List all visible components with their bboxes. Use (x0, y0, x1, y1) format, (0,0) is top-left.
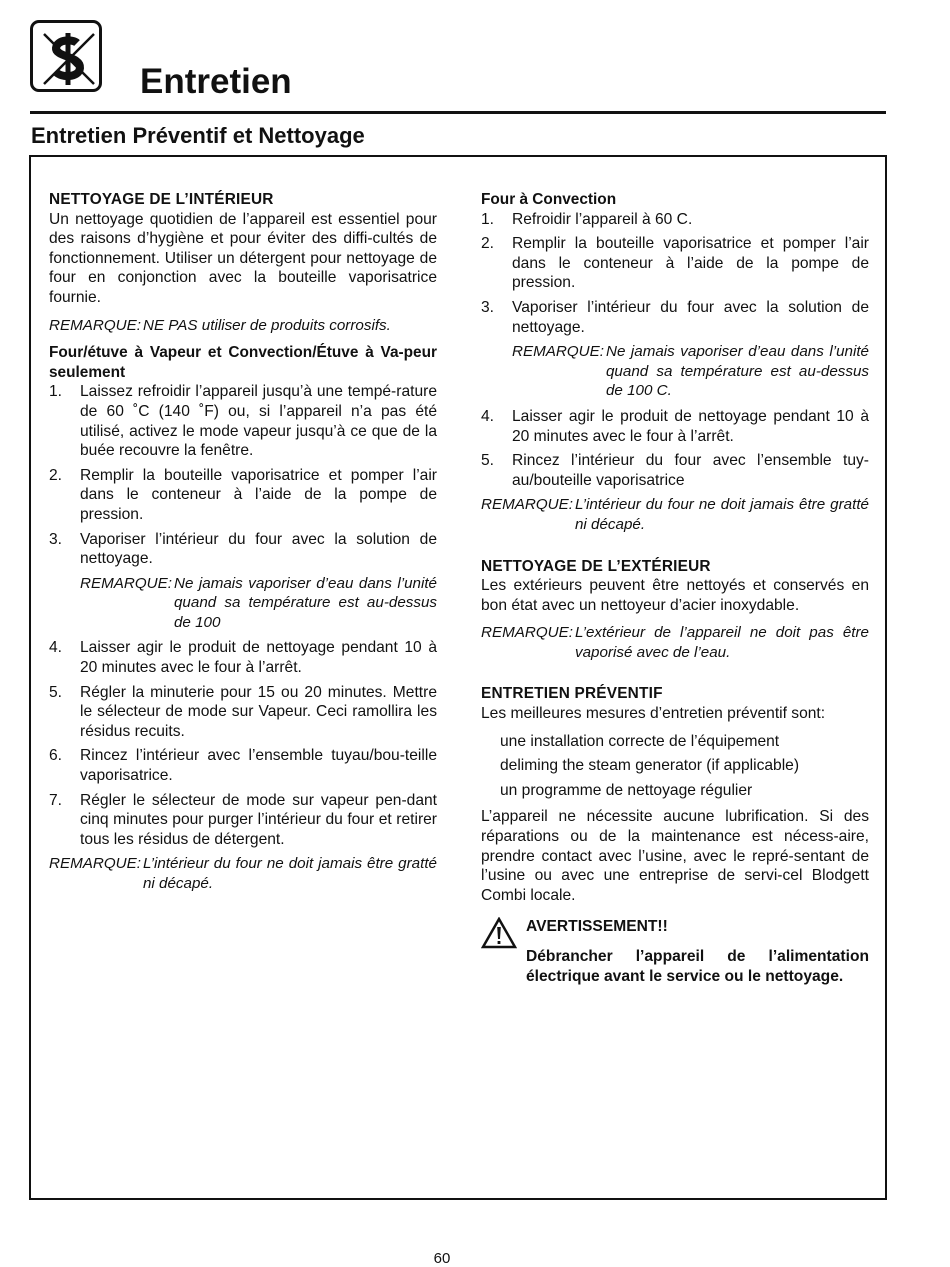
warning-title: AVERTISSEMENT!! (526, 918, 668, 936)
note-label: REMARQUE: (481, 496, 573, 514)
list-item (481, 298, 869, 337)
list-item (481, 451, 869, 490)
preventive-maintenance-heading: ENTRETIEN PRÉVENTIF (481, 685, 663, 703)
note-label: REMARQUE: (49, 855, 141, 873)
header-rule (30, 111, 886, 114)
left-column (49, 190, 437, 902)
chapter-title: Entretien (140, 62, 292, 101)
step-number: 2. (49, 466, 63, 484)
note-no-exterior-spray (481, 623, 869, 662)
preventive-intro: Les meilleures mesures d’entretien préventif sont: (481, 705, 826, 723)
convection-steps-list (481, 210, 869, 338)
step-text: Remplir la bouteille vaporisatrice et pomper l’air dans le conteneur à l’aide de la pompe de pression. (80, 466, 437, 523)
step-number: 6. (49, 747, 63, 765)
section-title: Entretien Préventif et Nettoyage (31, 123, 365, 148)
spacer (481, 670, 869, 684)
dollar-crossed-icon (30, 20, 102, 92)
list-item (49, 683, 437, 742)
step-number: 3. (49, 530, 63, 548)
step-number: 4. (49, 639, 63, 657)
list-item (49, 791, 437, 850)
step-text: Laissez refroidir l’appareil jusqu’à une tempé-rature de 60 ˚C (140 ˚F) ou, si l’appareil n’a pas été utilisé, activez le mode vapeur jusqu’à ce que de la buée recouvre la fenêtre. (80, 383, 437, 460)
list-item: un programme de nettoyage régulier (500, 781, 753, 799)
warning-text: Débrancher l’appareil de l’alimentation électrique avant le service ou le nettoyage. (526, 948, 869, 985)
convection-steps-list-continued (481, 407, 869, 490)
note-text: Ne jamais vaporiser d’eau dans l’unité quand sa température est au-dessus de 100 (173, 574, 437, 631)
step-text: Laisser agir le produit de nettoyage pendant 10 à 20 minutes avec le four à l’arrêt. (512, 407, 869, 445)
preventive-measures-list (481, 732, 869, 801)
step-number: 7. (49, 791, 63, 809)
note-label: REMARQUE: (512, 343, 604, 361)
exterior-cleaning-heading: NETTOYAGE DE L’EXTÉRIEUR (481, 557, 711, 575)
step-number: 5. (481, 452, 495, 470)
step-text: Vaporiser l’intérieur du four avec la solution de nettoyage. (80, 530, 437, 568)
note-no-scraping (481, 495, 869, 534)
note-label: REMARQUE: (481, 624, 573, 642)
list-item: deliming the steam generator (if applicable) (500, 757, 800, 775)
step-text: Régler le sélecteur de mode sur vapeur pen-dant cinq minutes pour purger l’intérieur du four et retirer tous les résidus de détergent. (80, 791, 437, 848)
note-label: REMARQUE: (49, 316, 141, 334)
steam-steps-list-continued (49, 638, 437, 849)
list-item: une installation correcte de l’équipement (500, 732, 780, 750)
list-item (49, 382, 437, 460)
step-number: 2. (481, 235, 495, 253)
note-text: Ne jamais vaporiser d’eau dans l’unité quand sa température est au-dessus de 100 C. (605, 343, 869, 400)
note-no-scraping (49, 854, 437, 893)
note-text: L’intérieur du four ne doit jamais être gratté ni décapé. (142, 855, 437, 892)
interior-intro: Un nettoyage quotidien de l’appareil est essentiel pour des raisons d’hygiène et pour éviter des diffi-cultés de fonctionnement. Utiliser un détergent pour nettoyage de four en conjonction avec la bouteille vaporisatrice fournie. (49, 210, 437, 306)
step-text: Refroidir l’appareil à 60 C. (512, 210, 693, 228)
step-number: 1. (49, 383, 63, 401)
interior-cleaning-heading: NETTOYAGE DE L’INTÉRIEUR (49, 191, 274, 208)
step-text: Rincez l’intérieur du four avec l’ensemble tuy-au/bouteille vaporisatrice (512, 452, 869, 489)
preventive-text: L’appareil ne nécessite aucune lubrification. Si des réparations ou de la maintenance est nécess-aire, prendre contact avec l’usine, avec le repré-sentant de l’usine ou avec une entreprise de servi-cel Blodgett Combi locale. (481, 808, 869, 904)
right-column (481, 190, 869, 986)
step-number: 4. (481, 407, 495, 425)
step-number: 5. (49, 683, 63, 701)
note-text: NE PAS utiliser de produits corrosifs. (142, 316, 391, 334)
steam-steps-list (49, 382, 437, 568)
step-text: Rincez l’intérieur avec l’ensemble tuyau/bou-teille vaporisatrice. (80, 747, 437, 785)
step-number: 1. (481, 210, 495, 228)
list-item (49, 466, 437, 525)
page-number: 60 (433, 1250, 451, 1267)
list-item (481, 407, 869, 446)
warning-block (481, 917, 869, 986)
note-label: REMARQUE: (80, 574, 172, 592)
list-item (49, 530, 437, 569)
list-item (481, 210, 869, 230)
step-text: Remplir la bouteille vaporisatrice et pomper l’air dans le conteneur à l’aide de la pompe de pression. (512, 235, 869, 292)
note-no-water-spray (80, 574, 437, 633)
step-number: 3. (481, 298, 495, 316)
note-text: L’intérieur du four ne doit jamais être gratté ni décapé. (574, 496, 869, 533)
step-text: Laisser agir le produit de nettoyage pendant 10 à 20 minutes avec le four à l’arrêt. (80, 639, 437, 677)
note-text: L’extérieur de l’appareil ne doit pas être vaporisé avec de l’eau. (574, 624, 869, 661)
steam-convection-subheading: Four/étuve à Vapeur et Convection/Étuve à Va-peur seulement (49, 344, 437, 381)
warning-triangle-icon (481, 917, 526, 986)
step-text: Vaporiser l’intérieur du four avec la solution de nettoyage. (512, 298, 869, 336)
note-corrosive (49, 316, 437, 336)
note-no-water-spray (512, 342, 869, 401)
content-box (29, 155, 887, 1200)
list-item (49, 746, 437, 785)
list-item (49, 638, 437, 677)
warning-body (526, 917, 869, 986)
spacer (481, 543, 869, 557)
step-text: Régler la minuterie pour 15 ou 20 minutes. Mettre le sélecteur de mode sur Vapeur. Ceci ramollira les résidus recuits. (80, 683, 437, 740)
list-item (481, 234, 869, 293)
convection-oven-subheading: Four à Convection (481, 191, 617, 208)
exterior-text: Les extérieurs peuvent être nettoyés et conservés en bon état avec un nettoyeur d’acier inoxydable. (481, 577, 869, 614)
